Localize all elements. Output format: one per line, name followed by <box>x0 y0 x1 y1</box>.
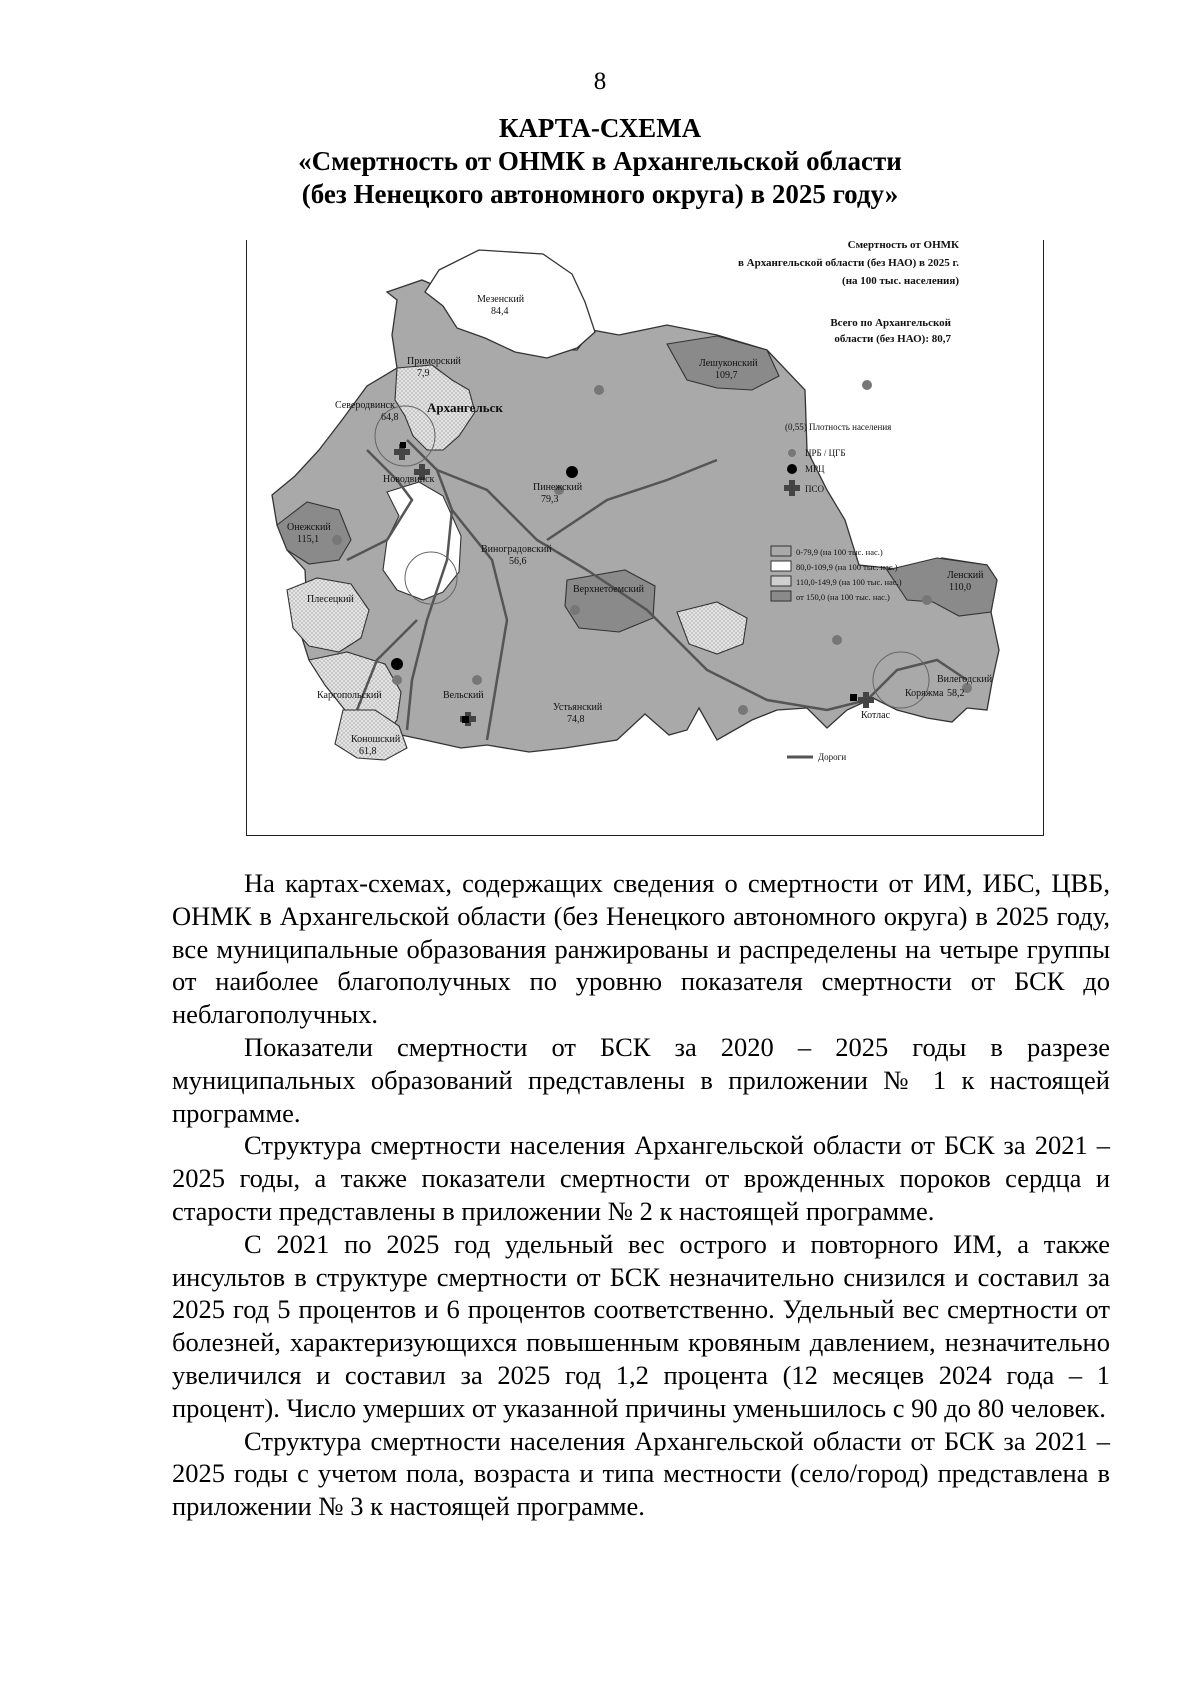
label-konoshsky-val: 61,8 <box>359 746 377 757</box>
paragraph-1: На картах-схемах, содержащих сведения о смертности от ИМ, ИБС, ЦВБ, ОНМК в Архангельской области (без Ненецкого автономного округа) в 2025 году, все муниципальные образования ранжированы и распределены на четыре группы от наиболее благополучных по уровню показателя смертности от БСК до неблагополучных. <box>172 868 1110 1030</box>
label-ustyansky: Устьянский <box>553 702 603 713</box>
legend-range-3: 110,0-149,9 (на 100 тыс. нас.) <box>796 577 902 587</box>
legend-swatch-4 <box>771 591 791 601</box>
label-koryazhma: Коряжма <box>905 688 944 699</box>
label-velsky: Вельский <box>443 690 484 701</box>
legend-title-1: Смертность от ОНМК <box>847 240 959 251</box>
label-vinogradovsky-val: 56,6 <box>509 556 527 567</box>
label-primorsky: Приморский <box>407 356 461 367</box>
label-mezensky-val: 84,4 <box>491 306 509 317</box>
label-kargopolsky: Каргопольский <box>317 690 382 701</box>
label-mezensky: Мезенский <box>477 294 525 305</box>
title-line-3: (без Ненецкого автономного округа) в 2025 году» <box>301 179 899 209</box>
title-line-1: КАРТА-СХЕМА <box>498 113 702 143</box>
label-plesetsky: Плесецкий <box>307 594 354 605</box>
label-onezhsky-val: 115,1 <box>297 534 320 545</box>
legend-swatch-2 <box>771 561 791 571</box>
legend-swatch-3 <box>771 576 791 586</box>
legend-pso: ПСО <box>805 484 825 494</box>
legend-title-2: в Архангельской области (без НАО) в 2025 г. <box>737 257 959 269</box>
label-arkhangelsk: Архангельск <box>427 400 503 415</box>
legend-range-2: 80,0-109,9 (на 100 тыс. нас.) <box>796 562 898 572</box>
label-verkhnetoemsky: Верхнетоемский <box>573 584 645 595</box>
paragraph-5: Структура смертности населения Архангельской области от БСК за 2021 – 2025 годы с учетом пола, возраста и типа местности (село/город) представлена в приложении № 3 к настоящей программе. <box>172 1425 1110 1522</box>
label-severodvinsk-val: 64,8 <box>381 412 399 423</box>
label-primorsky-val: 7,9 <box>417 368 430 379</box>
label-lensky: Ленский <box>947 570 984 581</box>
legend-range-4: от 150,0 (на 100 тыс. нас.) <box>796 592 890 602</box>
label-onezhsky: Онежский <box>287 522 331 533</box>
paragraph-3: Структура смертности населения Архангельской области от БСК за 2021 – 2025 годы, а также показатели смертности от врожденных пороков сердца и старости представлены в приложении № 2 к настоящей программе. <box>172 1130 1110 1226</box>
legend-swatch-1 <box>771 546 791 556</box>
legend-range-1: 0-79,9 (на 100 тыс. нас.) <box>796 547 883 557</box>
legend-mrc-symbol <box>787 464 797 474</box>
label-pinezhsky-val: 79,3 <box>541 494 559 505</box>
page-number: 8 <box>593 68 607 95</box>
title-line-2: «Смертность от ОНМК в Архангельской области <box>298 146 902 176</box>
label-lensky-val: 110,0 <box>949 582 972 593</box>
legend-total-1: Всего по Архангельской <box>830 317 951 329</box>
legend-total-2: области (без НАО): 80,7 <box>834 333 951 345</box>
map-region-verkhnetoem <box>565 570 655 632</box>
label-pinezhsky: Пинежский <box>533 482 583 493</box>
legend-crb: ЦРБ / ЦГБ <box>805 448 846 458</box>
label-vilegodsky: Вилегодский <box>937 674 993 685</box>
legend-crb-symbol <box>788 449 796 457</box>
map-svg <box>247 240 1043 835</box>
label-ustyansky-val: 74,8 <box>567 714 585 725</box>
region-map <box>246 240 1044 836</box>
label-konoshsky: Коношский <box>351 734 401 745</box>
label-leshukonsky-val: 109,7 <box>715 370 738 381</box>
paragraph-4: С 2021 по 2025 год удельный вес острого и повторного ИМ, а также инсультов в структуре смертности от БСК незначительно снизился и составил за 2025 год 5 процентов и 6 процентов соответственно. Удельный вес смертности от болезней, характеризующихся повышенным кровяным давлением, незначительно увеличился и составил за 2025 год 1,2 процента (12 месяцев 2024 года – 1 процент). Число умерших от указанной причины уменьшилось с 90 до 80 человек. <box>172 1228 1110 1423</box>
body-text <box>172 867 1110 1523</box>
label-vinogradovsky: Виноградовский <box>481 544 552 555</box>
document-title <box>0 112 1200 211</box>
legend-title-3: (на 100 тыс. населения) <box>842 275 959 287</box>
paragraph-2: Показатели смертности от БСК за 2020 – 2025 годы в разрезе муниципальных образований представлены в приложении № 1 к настоящей программе. <box>172 1031 1110 1128</box>
label-novodvinsk: Новодвинск <box>383 474 435 485</box>
label-vilegodsky-val: 58,2 <box>947 688 965 699</box>
legend-density: (0,55) Плотность населения <box>785 422 892 432</box>
label-leshukonsky: Лешуконский <box>699 358 758 369</box>
label-severodvinsk: Северодвинск <box>335 400 395 411</box>
label-kotlas: Котлас <box>861 710 891 721</box>
legend-mrc: МРЦ <box>805 464 825 474</box>
legend-roads: Дороги <box>818 752 847 762</box>
